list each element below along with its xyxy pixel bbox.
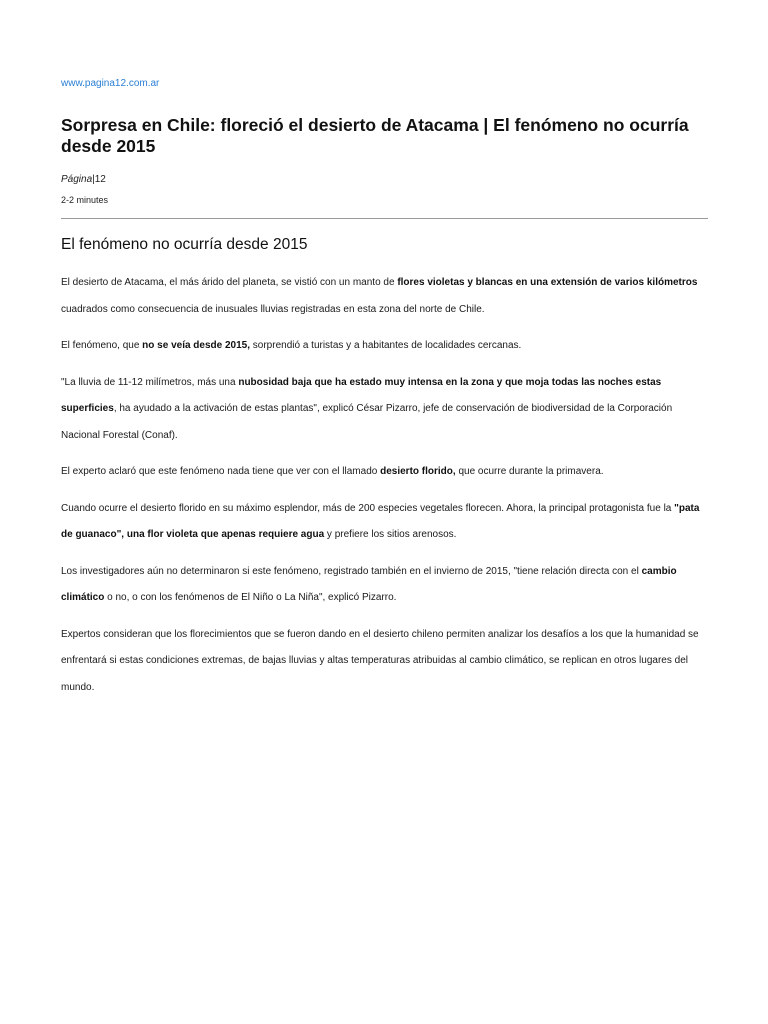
paragraph-text: que ocurre durante la primavera.: [455, 466, 604, 477]
paragraph: [61, 559, 708, 612]
read-time: 2-2 minutes: [61, 195, 109, 205]
source-link[interactable]: www.pagina12.com.ar: [61, 78, 160, 89]
paragraph-text: El experto aclaró que este fenómeno nada tiene que ver con el llamado: [61, 466, 381, 477]
paragraph-text: y prefiere los sitios arenosos.: [324, 529, 457, 540]
divider: [61, 218, 708, 219]
paragraph: [61, 370, 708, 450]
article-title: Sorpresa en Chile: floreció el desierto de Atacama | El fenómeno no ocurría desde 2015: [61, 115, 689, 156]
paragraph-bold-text: cambio climático: [61, 565, 677, 603]
paragraph-text: , ha ayudado a la activación de estas plantas", explicó César Pizarro, jefe de conservación de biodiversidad de la Corporación Nacional Forestal (Conaf).: [61, 403, 673, 441]
paragraph-text: sorprendió a turistas y a habitantes de localidades cercanas.: [250, 340, 522, 351]
paragraph-text: "La lluvia de 11-12 milímetros, más una: [61, 376, 239, 388]
article-subheading: El fenómeno no ocurría desde 2015: [61, 236, 308, 253]
paragraph: [61, 333, 708, 360]
article-body: [61, 270, 708, 711]
paragraph-text: Cuando ocurre el desierto florido en su máximo esplendor, más de 200 especies vegetales florecen. Ahora, la principal protagonista fue la: [61, 502, 675, 514]
paragraph-text: Los investigadores aún no determinaron si este fenómeno, registrado también en el invierno de 2015, "tiene relación directa con el: [61, 565, 642, 577]
paragraph-bold-text: "pata de guanaco", una flor violeta que apenas requiere agua: [61, 502, 700, 540]
byline-publication-suffix: |12: [92, 174, 106, 185]
byline-publication: Página: [61, 174, 93, 185]
paragraph-bold-text: no se veía desde 2015,: [142, 340, 251, 351]
paragraph-text: o no, o con los fenómenos de El Niño o La Niña", explicó Pizarro.: [104, 592, 397, 603]
paragraph-bold-text: nubosidad baja que ha estado muy intensa en la zona y que moja todas las noches estas superficies: [61, 376, 662, 414]
paragraph: [61, 622, 708, 702]
paragraph-text: El desierto de Atacama, el más árido del planeta, se vistió con un manto de: [61, 277, 398, 288]
paragraph-text: El fenómeno, que: [61, 340, 143, 351]
paragraph: [61, 270, 708, 323]
paragraph-text: cuadrados como consecuencia de inusuales lluvias registradas en esta zona del norte de Chile.: [61, 303, 485, 315]
paragraph-bold-text: flores violetas y blancas en una extensión de varios kilómetros: [397, 277, 698, 288]
paragraph: [61, 459, 708, 486]
byline: [61, 174, 106, 186]
paragraph-text: Expertos consideran que los florecimientos que se fueron dando en el desierto chileno permiten analizar los desafíos a los que la humanidad se enfrentará si estas condiciones extremas, de bajas lluvias y altas temperaturas atribuidas al cambio climático, se replican en otros lugares del mundo.: [61, 628, 699, 693]
paragraph: [61, 496, 708, 549]
paragraph-bold-text: desierto florido,: [380, 466, 456, 477]
